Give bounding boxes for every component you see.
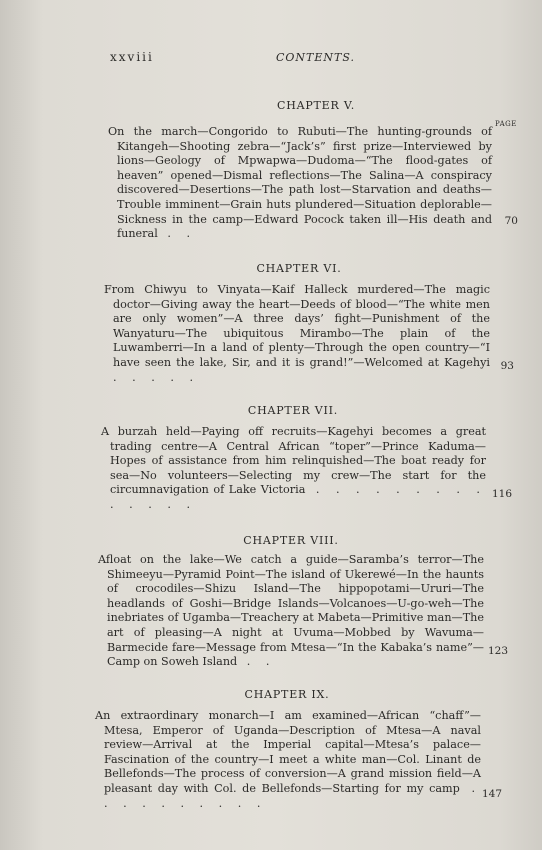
chapter-page-number: 70 [504,215,518,227]
chapter-page-number: 147 [481,788,502,800]
running-head [110,50,355,64]
chapter-summary: A burzah held—Paying off recruits—Kagehyi becomes a great trading centre—A Central African “toper”—Prince Kaduma—Hopes of assistance from him relinquished—The boat ready for sea—No volunteers—Selecting my crew—The start for the circumnavigation of Lake Victoria . . . . . . . . . . . . . . [101,425,486,511]
chapter-heading: CHAPTER V. [276,99,356,112]
page-folio: xxviii [110,50,154,64]
chapter-heading: CHAPTER VII. [247,404,339,417]
chapter-page-number: 123 [487,645,508,657]
chapter-summary: From Chiwyu to Vinyata—Kaif Halleck murdered—The magic doctor—Giving away the heart—Deeds of blood—“The white men are only women”—A three days’ fight—Punishment of the Wanyaturu—The ubiquitous Mirambo—The plain of the Luwamberri—In a land of plenty—Through the open country—“I have seen the lake, Sir, and it is grand!”—Welcomed at Kagehyi . . . . . [104,283,490,384]
chapter-page-number: 116 [491,488,512,500]
chapter-heading: CHAPTER VI. [256,262,342,275]
page-column-label: PAGE [495,120,517,128]
chapter-summary: An extraordinary monarch—I am examined—African “chaff”—Mtesa, Emperor of Uganda—Description of Mtesa—A naval review—Arrival at the Imperial capital—Mtesa’s palace—Fascination of the country—I meet a white man—Col. Linant de Bellefonds—The process of conversion—A grand mission field—A pleasant day with Col. de Bellefonds—Starting for my camp . . . . . . . . . . [95,709,481,810]
chapter-summary: On the march—Congorido to Rubuti—The hunting-grounds of Kitangeh—Shooting zebra—“Jack’s” first prize—Interviewed by lions—Geology of Mpwapwa—Dudoma—“The flood-gates of heaven” opened—Dismal reflections—The Salina—A conspiracy discovered—Desertions—The path lost—Starvation and deaths—Trouble imminent—Grain huts plundered—Situation deplorable—Sickness in the camp—Edward Pocock taken ill—His death and funeral . . [108,125,492,241]
chapter-page-number: 93 [500,360,514,372]
chapter-heading: CHAPTER IX. [244,688,330,701]
running-title: CONTENTS. [275,51,355,64]
chapter-heading: CHAPTER VIII. [243,534,339,547]
chapter-summary: Afloat on the lake—We catch a guide—Saramba’s terror—The Shimeeyu—Pyramid Point—The island of Ukerewé—In the haunts of crocodiles—Shizu Island—The hippopotami—Ururi—The headlands of Goshi—Bridge Islands—Volcanoes—U-go-weh—The inebriates of Ugamba—Treachery at Mabeta—Primitive man—The art of pleasing—A night at Uvuma—Mobbed by Wavuma—Barmecide fare—Message from Mtesa—“In the Kabaka’s name”—Camp on Soweh Island . . [98,553,484,669]
